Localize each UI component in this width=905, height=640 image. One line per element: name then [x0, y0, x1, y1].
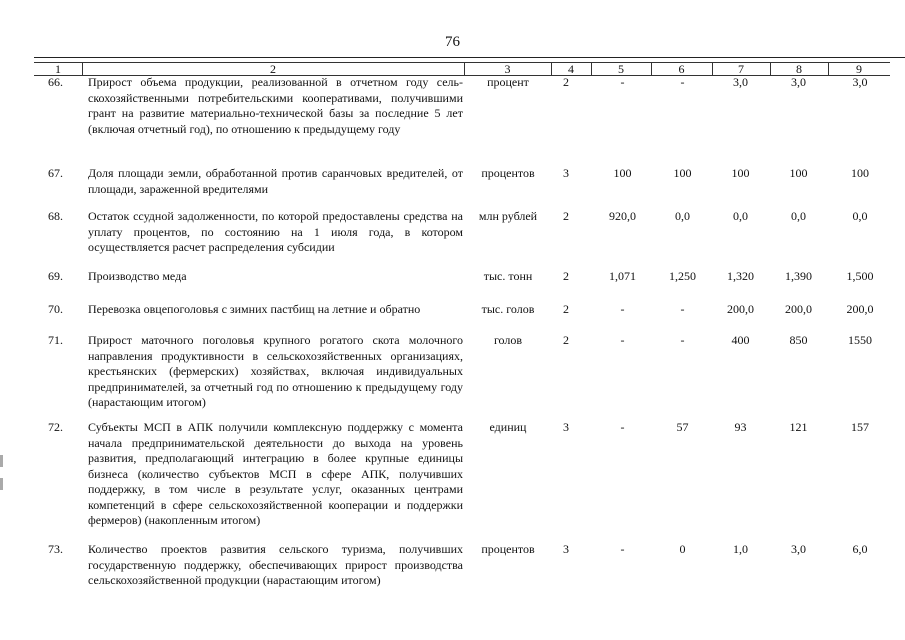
row-number: 67.	[48, 166, 63, 180]
row-unit: единиц	[489, 420, 527, 434]
row-value-c8: 100	[789, 166, 808, 180]
scan-edge-mark	[0, 478, 3, 490]
row-value-c7: 93	[734, 420, 747, 434]
row-value-c4: 2	[563, 333, 569, 347]
row-unit: процент	[487, 75, 529, 89]
row-value-c7: 1,320	[727, 269, 754, 283]
row-number: 73.	[48, 542, 63, 556]
row-value-c9: 157	[851, 420, 869, 434]
row-value-c5: -	[620, 333, 625, 347]
row-value-c8: 3,0	[791, 75, 806, 89]
row-value-c6: 57	[676, 420, 689, 434]
row-number: 71.	[48, 333, 63, 347]
row-description: Количество проектов развития сельского туризма, получивших государственную поддержку, обеспечивающих прирост производства сельскохозяйственной продукции (нарастающим итогом)	[88, 542, 463, 587]
header-col-8: 8	[770, 62, 828, 76]
row-unit: тыс. тонн	[483, 269, 533, 283]
row-value-c7: 0,0	[733, 209, 748, 223]
row-value-c8: 3,0	[791, 542, 806, 556]
row-description: Перевозка овцепоголовья с зимних пастбищ на летние и обратно	[88, 302, 421, 316]
row-value-c9: 0,0	[852, 209, 868, 223]
row-value-c4: 3	[563, 542, 569, 556]
header-col-4: 4	[551, 62, 591, 76]
row-value-c7: 1,0	[733, 542, 748, 556]
row-value-c7: 3,0	[733, 75, 748, 89]
header-col-5: 5	[591, 62, 651, 76]
row-value-c7: 100	[731, 166, 750, 180]
row-unit: тыс. голов	[481, 302, 535, 316]
row-unit: млн рублей	[478, 209, 538, 223]
row-value-c4: 2	[563, 75, 569, 89]
header-col-3: 3	[464, 62, 551, 76]
row-value-c4: 3	[563, 166, 569, 180]
row-value-c5: 920,0	[609, 209, 636, 223]
row-number: 70.	[48, 302, 63, 316]
row-number: 72.	[48, 420, 63, 434]
row-value-c5: -	[620, 542, 625, 556]
row-value-c8: 0,0	[791, 209, 806, 223]
row-value-c4: 2	[563, 269, 569, 283]
col-divider	[82, 62, 83, 75]
header-col-2: 2	[82, 62, 464, 76]
row-value-c5: 1,071	[609, 269, 636, 283]
row-value-c9: 1,500	[846, 269, 874, 283]
row-value-c6: -	[680, 75, 685, 89]
row-description: Субъекты МСП в АПК получили комплексную поддержку с момента начала предпринимательской деятельности до выхода на уровень развития, предполагающий интеграцию в более крупные единицы бизнеса (количество субъектов МСП в сфере АПК, получивших поддержку, в том числе в результате услуг, оказанных центрами компетенций в сфере сельскохозяйственной кооперации и поддержки фермеров) (накопленным итогом)	[88, 420, 463, 527]
col-divider	[770, 62, 771, 75]
row-value-c6: -	[680, 333, 685, 347]
row-value-c8: 850	[789, 333, 808, 347]
col-divider	[712, 62, 713, 75]
row-value-c5: -	[620, 302, 625, 316]
row-value-c6: 0	[679, 542, 686, 556]
header-col-9: 9	[828, 62, 890, 76]
header-col-7: 7	[712, 62, 770, 76]
col-divider	[464, 62, 465, 75]
row-value-c9: 1550	[848, 333, 872, 347]
row-description: Остаток ссудной задолженности, по которой предоставлены средства на уплату процентов, по состоянию на 1 июля года, в котором осуществляется расчет распределения субсидии	[88, 209, 463, 254]
col-divider	[551, 62, 552, 75]
row-value-c5: -	[620, 420, 625, 434]
row-value-c6: 1,250	[669, 269, 696, 283]
row-value-c8: 121	[789, 420, 808, 434]
row-value-c4: 2	[563, 209, 569, 223]
top-rule	[34, 57, 905, 58]
row-value-c4: 2	[563, 302, 569, 316]
row-unit: процентов	[481, 542, 535, 556]
row-value-c9: 3,0	[852, 75, 868, 89]
row-value-c4: 3	[563, 420, 569, 434]
col-divider	[828, 62, 829, 75]
header-col-6: 6	[651, 62, 712, 76]
col-divider	[651, 62, 652, 75]
row-value-c7: 200,0	[727, 302, 754, 316]
row-value-c5: 100	[613, 166, 632, 180]
page-number: 76	[445, 34, 460, 50]
row-value-c6: 100	[673, 166, 692, 180]
row-description: Прирост маточного поголовья крупного рогатого скота молочного направления продуктивности в сельскохозяйственных организациях, крестьянских (фермерских) хозяйствах, включая индивидуальных предпринимателей, за отчетный год по отношению к предыдущему году (нарастающим итогом)	[88, 333, 463, 409]
row-number: 69.	[48, 269, 63, 283]
row-value-c9: 100	[851, 166, 869, 180]
row-description: Производство меда	[88, 269, 187, 283]
row-unit: процентов	[481, 166, 535, 180]
row-value-c5: -	[620, 75, 625, 89]
row-value-c6: -	[680, 302, 685, 316]
row-value-c8: 1,390	[785, 269, 812, 283]
header-col-1: 1	[34, 62, 82, 76]
row-unit: голов	[493, 333, 523, 347]
row-number: 68.	[48, 209, 63, 223]
row-description: Доля площади земли, обработанной против саранчовых вредителей, от площади, зараженной вредителями	[88, 166, 463, 196]
row-value-c9: 200,0	[846, 302, 874, 316]
scan-edge-mark	[0, 455, 3, 467]
row-value-c9: 6,0	[852, 542, 868, 556]
row-value-c8: 200,0	[785, 302, 812, 316]
row-value-c6: 0,0	[675, 209, 690, 223]
col-divider	[591, 62, 592, 75]
row-description: Прирост объема продукции, реализованной в отчетном году сельскохозяйственными потребительскими кооперативами, получившими грант на развитие материально-технической базы за последние 5 лет (включая отчетный год), по отношению к предыдущему году	[88, 75, 463, 136]
row-value-c7: 400	[731, 333, 750, 347]
row-number: 66.	[48, 75, 63, 89]
